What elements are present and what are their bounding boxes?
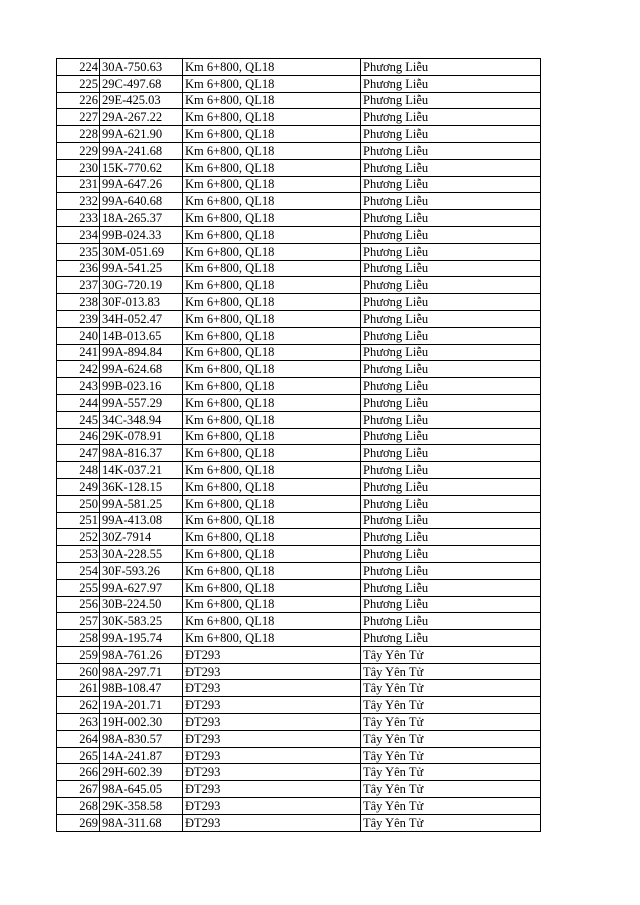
row-number: 257	[57, 613, 100, 630]
area-cell: Phương Liễu	[361, 394, 541, 411]
row-number: 240	[57, 327, 100, 344]
table-row	[57, 243, 541, 260]
location-cell: Km 6+800, QL18	[183, 243, 361, 260]
row-number: 247	[57, 445, 100, 462]
table-row	[57, 680, 541, 697]
table-row	[57, 109, 541, 126]
location-cell: Km 6+800, QL18	[183, 630, 361, 647]
row-number: 267	[57, 781, 100, 798]
table-row	[57, 210, 541, 227]
location-cell: Km 6+800, QL18	[183, 546, 361, 563]
row-number: 235	[57, 243, 100, 260]
license-plate-cell: 98B-108.47	[100, 680, 183, 697]
table-row	[57, 277, 541, 294]
row-number: 254	[57, 562, 100, 579]
license-plate-cell: 98A-830.57	[100, 730, 183, 747]
location-cell: Km 6+800, QL18	[183, 512, 361, 529]
row-number: 243	[57, 378, 100, 395]
location-cell: Km 6+800, QL18	[183, 462, 361, 479]
location-cell: Km 6+800, QL18	[183, 344, 361, 361]
table-row	[57, 630, 541, 647]
table-row	[57, 714, 541, 731]
area-cell: Phương Liễu	[361, 378, 541, 395]
area-cell: Tây Yên Tử	[361, 764, 541, 781]
location-cell: Km 6+800, QL18	[183, 562, 361, 579]
row-number: 231	[57, 176, 100, 193]
license-plate-cell: 29K-078.91	[100, 428, 183, 445]
area-cell: Phương Liễu	[361, 428, 541, 445]
area-cell: Phương Liễu	[361, 613, 541, 630]
license-plate-cell: 99A-413.08	[100, 512, 183, 529]
license-plate-cell: 29E-425.03	[100, 92, 183, 109]
location-cell: Km 6+800, QL18	[183, 92, 361, 109]
license-plate-cell: 30K-583.25	[100, 613, 183, 630]
area-cell: Phương Liễu	[361, 462, 541, 479]
location-cell: Km 6+800, QL18	[183, 126, 361, 143]
row-number: 260	[57, 663, 100, 680]
location-cell: Km 6+800, QL18	[183, 596, 361, 613]
license-plate-cell: 99A-557.29	[100, 394, 183, 411]
area-cell: Phương Liễu	[361, 294, 541, 311]
license-plate-cell: 99B-023.16	[100, 378, 183, 395]
area-cell: Tây Yên Tử	[361, 781, 541, 798]
row-number: 242	[57, 361, 100, 378]
area-cell: Phương Liễu	[361, 142, 541, 159]
table-row	[57, 193, 541, 210]
row-number: 253	[57, 546, 100, 563]
area-cell: Phương Liễu	[361, 596, 541, 613]
area-cell: Phương Liễu	[361, 478, 541, 495]
location-cell: Km 6+800, QL18	[183, 210, 361, 227]
row-number: 239	[57, 310, 100, 327]
table-row	[57, 747, 541, 764]
license-plate-cell: 98A-645.05	[100, 781, 183, 798]
table-row	[57, 798, 541, 815]
area-cell: Phương Liễu	[361, 277, 541, 294]
license-plate-cell: 99A-581.25	[100, 495, 183, 512]
location-cell: Km 6+800, QL18	[183, 529, 361, 546]
license-plate-cell: 29H-602.39	[100, 764, 183, 781]
location-cell: ĐT293	[183, 764, 361, 781]
table-row	[57, 126, 541, 143]
table-row	[57, 529, 541, 546]
area-cell: Phương Liễu	[361, 512, 541, 529]
row-number: 232	[57, 193, 100, 210]
table-row	[57, 462, 541, 479]
area-cell: Phương Liễu	[361, 260, 541, 277]
row-number: 244	[57, 394, 100, 411]
license-plate-cell: 29K-358.58	[100, 798, 183, 815]
license-plate-cell: 18A-265.37	[100, 210, 183, 227]
license-plate-cell: 30F-013.83	[100, 294, 183, 311]
license-plate-cell: 19A-201.71	[100, 697, 183, 714]
location-cell: ĐT293	[183, 714, 361, 731]
license-plate-cell: 14K-037.21	[100, 462, 183, 479]
row-number: 249	[57, 478, 100, 495]
table-row	[57, 764, 541, 781]
license-plate-cell: 14B-013.65	[100, 327, 183, 344]
table-row	[57, 344, 541, 361]
area-cell: Phương Liễu	[361, 344, 541, 361]
area-cell: Phương Liễu	[361, 109, 541, 126]
area-cell: Phương Liễu	[361, 310, 541, 327]
table-row	[57, 814, 541, 831]
license-plate-cell: 98A-816.37	[100, 445, 183, 462]
location-cell: Km 6+800, QL18	[183, 109, 361, 126]
row-number: 236	[57, 260, 100, 277]
area-cell: Phương Liễu	[361, 529, 541, 546]
license-plate-cell: 29A-267.22	[100, 109, 183, 126]
location-cell: Km 6+800, QL18	[183, 478, 361, 495]
location-cell: Km 6+800, QL18	[183, 411, 361, 428]
row-number: 262	[57, 697, 100, 714]
license-plate-cell: 30A-750.63	[100, 59, 183, 76]
table-row	[57, 226, 541, 243]
location-cell: Km 6+800, QL18	[183, 176, 361, 193]
row-number: 224	[57, 59, 100, 76]
license-plate-cell: 99A-640.68	[100, 193, 183, 210]
license-plate-cell: 30M-051.69	[100, 243, 183, 260]
license-plate-cell: 98A-297.71	[100, 663, 183, 680]
area-cell: Phương Liễu	[361, 546, 541, 563]
table-row	[57, 428, 541, 445]
area-cell: Phương Liễu	[361, 159, 541, 176]
row-number: 264	[57, 730, 100, 747]
table-row	[57, 59, 541, 76]
area-cell: Tây Yên Tử	[361, 714, 541, 731]
area-cell: Phương Liễu	[361, 243, 541, 260]
location-cell: ĐT293	[183, 697, 361, 714]
row-number: 245	[57, 411, 100, 428]
row-number: 233	[57, 210, 100, 227]
location-cell: ĐT293	[183, 814, 361, 831]
row-number: 227	[57, 109, 100, 126]
location-cell: Km 6+800, QL18	[183, 75, 361, 92]
license-plate-cell: 99A-627.97	[100, 579, 183, 596]
table-row	[57, 646, 541, 663]
row-number: 229	[57, 142, 100, 159]
location-cell: Km 6+800, QL18	[183, 294, 361, 311]
area-cell: Tây Yên Tử	[361, 747, 541, 764]
area-cell: Phương Liễu	[361, 59, 541, 76]
row-number: 225	[57, 75, 100, 92]
license-plate-cell: 98A-761.26	[100, 646, 183, 663]
table-row	[57, 781, 541, 798]
location-cell: Km 6+800, QL18	[183, 193, 361, 210]
location-cell: ĐT293	[183, 680, 361, 697]
area-cell: Tây Yên Tử	[361, 814, 541, 831]
row-number: 237	[57, 277, 100, 294]
area-cell: Phương Liễu	[361, 126, 541, 143]
table-row	[57, 92, 541, 109]
row-number: 251	[57, 512, 100, 529]
table-row	[57, 310, 541, 327]
table-row	[57, 260, 541, 277]
license-plate-cell: 99B-024.33	[100, 226, 183, 243]
license-plate-cell: 99A-621.90	[100, 126, 183, 143]
area-cell: Phương Liễu	[361, 445, 541, 462]
location-cell: Km 6+800, QL18	[183, 59, 361, 76]
license-plate-cell: 99A-894.84	[100, 344, 183, 361]
area-cell: Phương Liễu	[361, 327, 541, 344]
table-row	[57, 546, 541, 563]
row-number: 234	[57, 226, 100, 243]
table-row	[57, 562, 541, 579]
row-number: 268	[57, 798, 100, 815]
row-number: 226	[57, 92, 100, 109]
row-number: 230	[57, 159, 100, 176]
location-cell: Km 6+800, QL18	[183, 613, 361, 630]
row-number: 256	[57, 596, 100, 613]
row-number: 263	[57, 714, 100, 731]
location-cell: Km 6+800, QL18	[183, 428, 361, 445]
area-cell: Tây Yên Tử	[361, 697, 541, 714]
row-number: 266	[57, 764, 100, 781]
location-cell: ĐT293	[183, 747, 361, 764]
table-row	[57, 361, 541, 378]
area-cell: Tây Yên Tử	[361, 730, 541, 747]
table-row	[57, 378, 541, 395]
area-cell: Tây Yên Tử	[361, 680, 541, 697]
license-plate-cell: 30F-593.26	[100, 562, 183, 579]
table-row	[57, 512, 541, 529]
table-row	[57, 445, 541, 462]
table-row	[57, 697, 541, 714]
location-cell: Km 6+800, QL18	[183, 445, 361, 462]
area-cell: Phương Liễu	[361, 92, 541, 109]
area-cell: Phương Liễu	[361, 210, 541, 227]
table-row	[57, 663, 541, 680]
row-number: 252	[57, 529, 100, 546]
table-row	[57, 730, 541, 747]
table-row	[57, 596, 541, 613]
location-cell: Km 6+800, QL18	[183, 394, 361, 411]
location-cell: Km 6+800, QL18	[183, 159, 361, 176]
license-plate-cell: 30A-228.55	[100, 546, 183, 563]
license-plate-cell: 34C-348.94	[100, 411, 183, 428]
location-cell: Km 6+800, QL18	[183, 579, 361, 596]
row-number: 246	[57, 428, 100, 445]
row-number: 241	[57, 344, 100, 361]
table-row	[57, 613, 541, 630]
license-plate-cell: 99A-647.26	[100, 176, 183, 193]
table-row	[57, 411, 541, 428]
area-cell: Phương Liễu	[361, 630, 541, 647]
license-plate-cell: 99A-241.68	[100, 142, 183, 159]
license-plate-cell: 15K-770.62	[100, 159, 183, 176]
table-row	[57, 579, 541, 596]
location-cell: Km 6+800, QL18	[183, 495, 361, 512]
area-cell: Phương Liễu	[361, 495, 541, 512]
area-cell: Tây Yên Tử	[361, 646, 541, 663]
license-plate-cell: 99A-195.74	[100, 630, 183, 647]
location-cell: ĐT293	[183, 646, 361, 663]
license-plate-cell: 19H-002.30	[100, 714, 183, 731]
row-number: 259	[57, 646, 100, 663]
location-cell: Km 6+800, QL18	[183, 260, 361, 277]
row-number: 258	[57, 630, 100, 647]
area-cell: Phương Liễu	[361, 562, 541, 579]
table-row	[57, 327, 541, 344]
table-row	[57, 294, 541, 311]
license-plate-cell: 98A-311.68	[100, 814, 183, 831]
location-cell: Km 6+800, QL18	[183, 142, 361, 159]
area-cell: Phương Liễu	[361, 579, 541, 596]
license-plate-cell: 36K-128.15	[100, 478, 183, 495]
area-cell: Tây Yên Tử	[361, 798, 541, 815]
license-plate-cell: 14A-241.87	[100, 747, 183, 764]
location-cell: Km 6+800, QL18	[183, 277, 361, 294]
area-cell: Phương Liễu	[361, 193, 541, 210]
area-cell: Phương Liễu	[361, 226, 541, 243]
table-row	[57, 394, 541, 411]
table-row	[57, 176, 541, 193]
location-cell: ĐT293	[183, 781, 361, 798]
license-plate-cell: 30G-720.19	[100, 277, 183, 294]
location-cell: Km 6+800, QL18	[183, 310, 361, 327]
table-row	[57, 159, 541, 176]
table-row	[57, 142, 541, 159]
location-cell: ĐT293	[183, 663, 361, 680]
license-plate-cell: 30B-224.50	[100, 596, 183, 613]
table-row	[57, 495, 541, 512]
row-number: 255	[57, 579, 100, 596]
license-plate-cell: 34H-052.47	[100, 310, 183, 327]
table-row	[57, 478, 541, 495]
area-cell: Phương Liễu	[361, 361, 541, 378]
location-cell: Km 6+800, QL18	[183, 361, 361, 378]
row-number: 269	[57, 814, 100, 831]
location-cell: Km 6+800, QL18	[183, 226, 361, 243]
row-number: 238	[57, 294, 100, 311]
area-cell: Phương Liễu	[361, 176, 541, 193]
vehicle-table	[56, 58, 541, 832]
table-body	[57, 59, 541, 832]
row-number: 261	[57, 680, 100, 697]
location-cell: ĐT293	[183, 798, 361, 815]
license-plate-cell: 29C-497.68	[100, 75, 183, 92]
row-number: 248	[57, 462, 100, 479]
row-number: 228	[57, 126, 100, 143]
row-number: 265	[57, 747, 100, 764]
area-cell: Tây Yên Tử	[361, 663, 541, 680]
location-cell: ĐT293	[183, 730, 361, 747]
license-plate-cell: 99A-541.25	[100, 260, 183, 277]
table-row	[57, 75, 541, 92]
location-cell: Km 6+800, QL18	[183, 327, 361, 344]
row-number: 250	[57, 495, 100, 512]
license-plate-cell: 30Z-7914	[100, 529, 183, 546]
area-cell: Phương Liễu	[361, 411, 541, 428]
area-cell: Phương Liễu	[361, 75, 541, 92]
location-cell: Km 6+800, QL18	[183, 378, 361, 395]
license-plate-cell: 99A-624.68	[100, 361, 183, 378]
